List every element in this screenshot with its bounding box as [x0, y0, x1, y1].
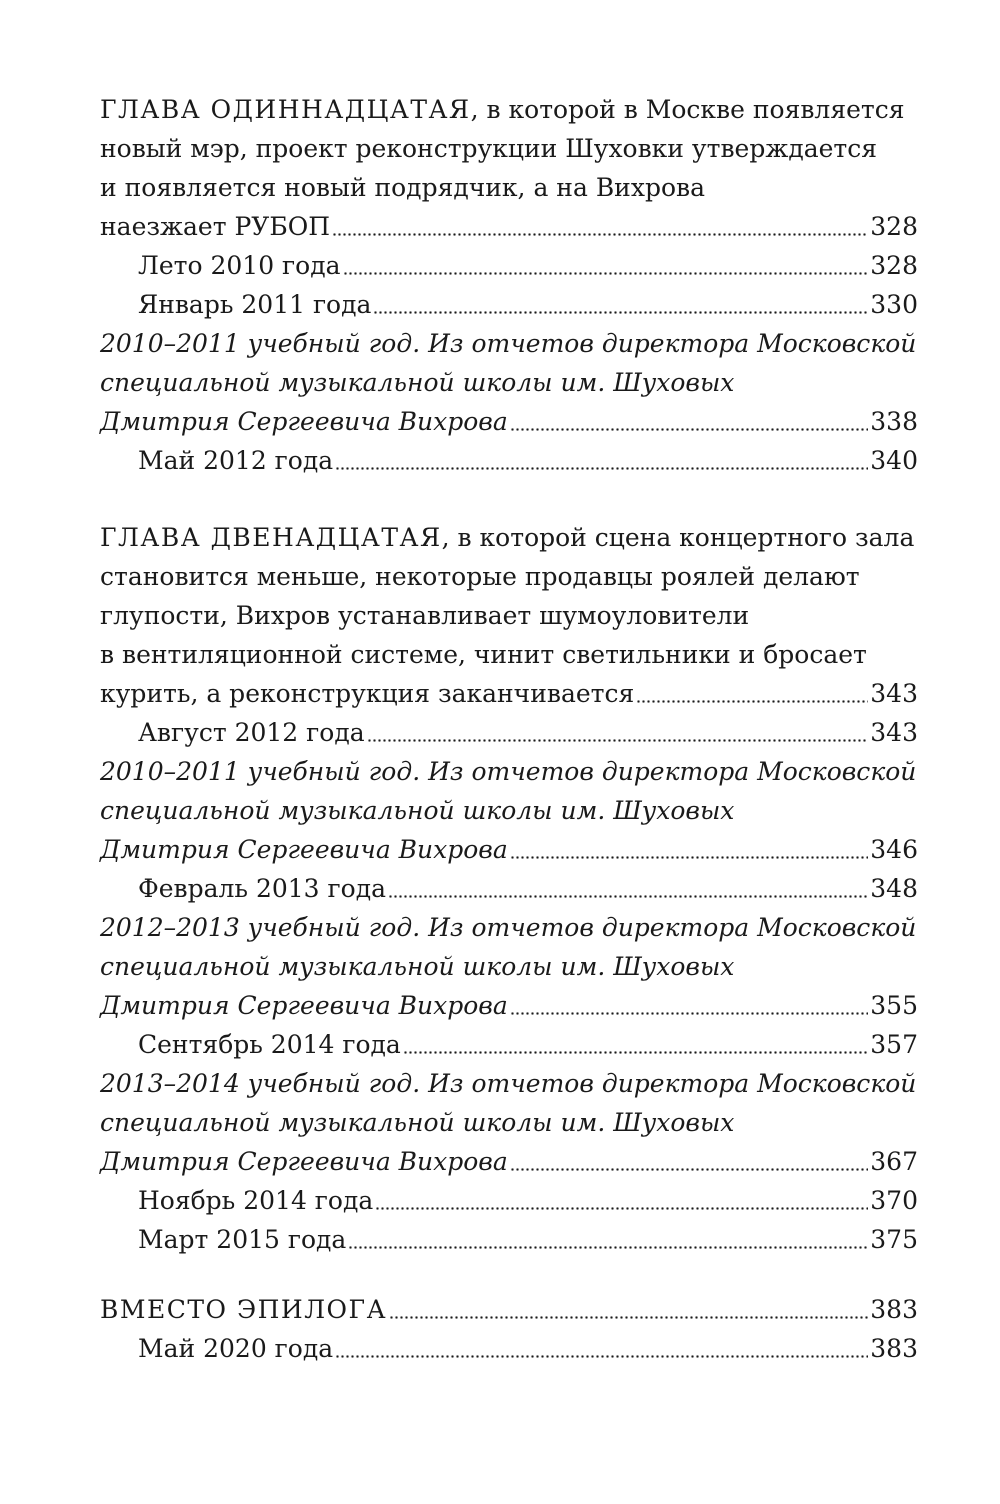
dot-leader — [636, 700, 868, 703]
toc-entry[interactable] — [100, 1181, 918, 1220]
epilogue-section — [100, 1290, 918, 1368]
toc-entry[interactable] — [100, 246, 918, 285]
entry-text: Дмитрия Сергеевича Вихрова — [100, 407, 508, 436]
dot-leader — [375, 1207, 868, 1210]
toc-entry[interactable] — [100, 1142, 918, 1181]
page-number: 346 — [870, 835, 918, 864]
chapter-title-rest: , в которой сцена концертного зала — [441, 523, 915, 552]
chapter-caps: ГЛАВА ОДИННАДЦАТАЯ — [100, 95, 471, 124]
page-number: 328 — [870, 251, 918, 280]
chapter-title-rest: , в которой в Москве появляется — [470, 95, 905, 124]
dot-leader — [388, 895, 868, 898]
dot-leader — [373, 311, 868, 314]
entry-text: Май 2012 года — [138, 446, 334, 475]
toc-entry[interactable] — [100, 285, 918, 324]
chapter-title-line — [100, 90, 918, 129]
toc-entry[interactable] — [100, 869, 918, 908]
chapter-eleven-section — [100, 90, 918, 480]
toc-entry[interactable] — [100, 674, 918, 713]
page-number: 348 — [870, 874, 918, 903]
chapter-title-line: новый мэр, проект реконструкции Шуховки утверждается — [100, 134, 878, 163]
page-number: 328 — [870, 212, 918, 241]
page-number: 367 — [870, 1147, 918, 1176]
dot-leader — [403, 1051, 868, 1054]
dot-leader — [335, 1355, 868, 1358]
page-number: 340 — [870, 446, 918, 475]
toc-entry[interactable] — [100, 441, 918, 480]
page-number: 357 — [870, 1030, 918, 1059]
dot-leader — [510, 428, 869, 431]
dot-leader — [367, 739, 869, 742]
chapter-title-line: и появляется новый подрядчик, а на Вихрова — [100, 173, 705, 202]
dot-leader — [389, 1316, 868, 1319]
entry-text: Ноябрь 2014 года — [138, 1186, 374, 1215]
page-number: 383 — [870, 1334, 918, 1363]
dot-leader — [343, 272, 869, 275]
entry-text: Февраль 2013 года — [138, 874, 386, 903]
entry-text: ВМЕСТО ЭПИЛОГА — [100, 1295, 388, 1324]
entry-text: Лето 2010 года — [138, 251, 341, 280]
toc-entry[interactable] — [100, 207, 918, 246]
report-title-line: 2010–2011 учебный год. Из отчетов директора Московской — [100, 757, 917, 786]
report-title-line: 2013–2014 учебный год. Из отчетов директора Московской — [100, 1069, 917, 1098]
page-number: 375 — [870, 1225, 918, 1254]
dot-leader — [348, 1246, 868, 1249]
chapter-title-line — [100, 518, 918, 557]
entry-text: Август 2012 года — [138, 718, 365, 747]
page-number: 330 — [870, 290, 918, 319]
report-title-line: специальной музыкальной школы им. Шуховых — [100, 952, 735, 981]
report-title-line: специальной музыкальной школы им. Шуховых — [100, 368, 735, 397]
entry-text: Январь 2011 года — [138, 290, 372, 319]
page-number: 370 — [870, 1186, 918, 1215]
chapter-title-line: становится меньше, некоторые продавцы роялей делают — [100, 562, 860, 591]
dot-leader — [510, 856, 869, 859]
chapter-caps: ГЛАВА ДВЕНАДЦАТАЯ — [100, 523, 442, 552]
toc-entry[interactable] — [100, 402, 918, 441]
page-number: 338 — [870, 407, 918, 436]
toc-entry[interactable] — [100, 713, 918, 752]
page-number: 343 — [870, 679, 918, 708]
page-number: 355 — [870, 991, 918, 1020]
report-title-line: 2012–2013 учебный год. Из отчетов директора Московской — [100, 913, 917, 942]
report-title-line: специальной музыкальной школы им. Шуховых — [100, 796, 735, 825]
entry-text: Дмитрия Сергеевича Вихрова — [100, 835, 508, 864]
toc-entry[interactable] — [100, 986, 918, 1025]
entry-text: Май 2020 года — [138, 1334, 334, 1363]
report-title-line: специальной музыкальной школы им. Шуховых — [100, 1108, 735, 1137]
toc-entry[interactable] — [100, 1220, 918, 1259]
entry-text: Март 2015 года — [138, 1225, 347, 1254]
page-number: 383 — [870, 1295, 918, 1324]
dot-leader — [510, 1012, 869, 1015]
report-title-line: 2010–2011 учебный год. Из отчетов директора Московской — [100, 329, 917, 358]
chapter-title-line: глупости, Вихров устанавливает шумоуловители — [100, 601, 750, 630]
entry-text: Сентябрь 2014 года — [138, 1030, 401, 1059]
entry-text: Дмитрия Сергеевича Вихрова — [100, 1147, 508, 1176]
dot-leader — [332, 233, 868, 236]
entry-text: Дмитрия Сергеевича Вихрова — [100, 991, 508, 1020]
page-number: 343 — [870, 718, 918, 747]
toc-entry[interactable] — [100, 1025, 918, 1064]
entry-text: курить, а реконструкция заканчивается — [100, 679, 635, 708]
dot-leader — [335, 467, 868, 470]
chapter-twelve-section — [100, 518, 918, 1259]
entry-text: наезжает РУБОП — [100, 212, 331, 241]
toc-entry[interactable] — [100, 1329, 918, 1368]
dot-leader — [510, 1168, 869, 1171]
toc-entry[interactable] — [100, 830, 918, 869]
chapter-title-line: в вентиляционной системе, чинит светильники и бросает — [100, 640, 867, 669]
toc-entry[interactable] — [100, 1290, 918, 1329]
